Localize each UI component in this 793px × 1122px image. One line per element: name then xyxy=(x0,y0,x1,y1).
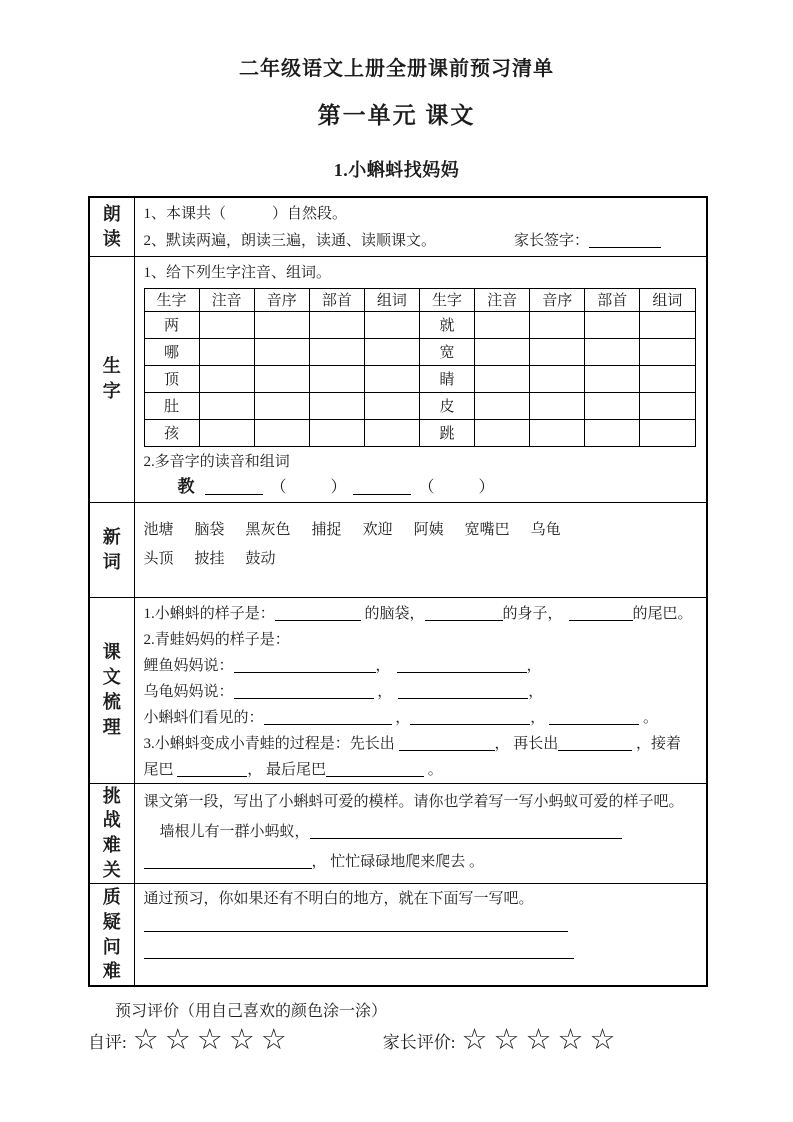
spacer xyxy=(144,834,160,836)
kewen-line-7: 尾巴 ， 最后尾巴 。 xyxy=(143,761,443,778)
zi-empty-cell xyxy=(585,338,640,365)
evaluation-footer xyxy=(88,1001,708,1055)
zi-empty-cell xyxy=(254,365,309,392)
zi-header-cell: 组词 xyxy=(364,288,419,311)
row-zhiyi xyxy=(89,883,707,986)
zi-row xyxy=(144,392,695,419)
shengzi-content xyxy=(134,256,707,502)
zi-empty-cell xyxy=(254,392,309,419)
shengzi-table xyxy=(144,288,696,447)
star-icon: ☆ xyxy=(132,1024,159,1057)
zi-empty-cell xyxy=(254,311,309,338)
row-shengzi xyxy=(89,256,707,502)
stars-line xyxy=(88,1025,708,1055)
zi-char-cell: 皮 xyxy=(419,392,474,419)
zi-row xyxy=(144,311,695,338)
blank-underline xyxy=(399,737,495,751)
zi-row xyxy=(144,419,695,446)
blank-underline xyxy=(205,481,263,495)
zi-char-cell: 哪 xyxy=(144,338,199,365)
langdu-line-1: 1、本课共（ ）自然段。 xyxy=(143,206,348,222)
zhiyi-blank-line-1 xyxy=(144,912,703,939)
tiaozhan-content xyxy=(134,783,707,883)
kewen-line-3: 鲤鱼妈妈说： ， ， xyxy=(143,657,542,674)
unit-title: 第一单元 课文 xyxy=(317,103,476,128)
zi-row xyxy=(144,365,695,392)
blank-underline xyxy=(144,855,312,869)
spacer xyxy=(411,490,419,492)
star-icon: ☆ xyxy=(164,1024,191,1057)
zi-header-cell: 生字 xyxy=(419,288,474,311)
zi-empty-cell xyxy=(364,338,419,365)
zi-empty-cell xyxy=(309,419,364,446)
zi-empty-cell xyxy=(364,392,419,419)
zi-empty-cell xyxy=(254,419,309,446)
preview-checklist-table xyxy=(88,196,708,987)
zi-header-cell: 音序 xyxy=(254,288,309,311)
self-rating-label: 自评: xyxy=(88,1032,127,1052)
zi-empty-cell xyxy=(199,392,254,419)
zi-char-cell: 两 xyxy=(144,311,199,338)
kewen-line-6: 3.小蝌蚪变成小青蛙的过程是：先长出 ， 再长出 ，接着 xyxy=(143,735,682,752)
zi-char-cell: 孩 xyxy=(144,419,199,446)
xinci-words-line-2 xyxy=(144,545,703,574)
shengzi-intro: 1、给下列生字注音、组词。 xyxy=(143,264,332,281)
zi-char-cell: 宽 xyxy=(419,338,474,365)
row-label-text: 课文梳理 xyxy=(102,642,121,737)
row-kewen xyxy=(89,597,707,783)
zi-empty-cell xyxy=(585,392,640,419)
blank-underline xyxy=(410,711,530,725)
star-icon: ☆ xyxy=(461,1024,488,1057)
row-label-shengzi xyxy=(89,256,134,502)
zi-empty-cell xyxy=(640,311,695,338)
zi-empty-cell xyxy=(309,392,364,419)
zi-header-cell: 注音 xyxy=(199,288,254,311)
zi-empty-cell xyxy=(530,365,585,392)
new-word: 池塘 xyxy=(143,521,174,538)
blank-underline xyxy=(589,234,661,248)
row-langdu xyxy=(89,197,707,256)
zi-header-cell: 部首 xyxy=(585,288,640,311)
kewen-line-2: 2.青蛙妈妈的样子是： xyxy=(143,631,290,648)
lesson-title: 1.小蝌蚪找妈妈 xyxy=(333,160,460,180)
new-word: 黑灰色 xyxy=(245,521,291,538)
blank-underline xyxy=(558,737,632,751)
zi-empty-cell xyxy=(530,419,585,446)
zi-empty-cell xyxy=(640,419,695,446)
zi-empty-cell xyxy=(199,365,254,392)
blank-underline xyxy=(353,481,411,495)
new-word: 鼓动 xyxy=(245,550,276,567)
zi-header-cell: 生字 xyxy=(144,288,199,311)
zi-empty-cell xyxy=(585,311,640,338)
kewen-line-1: 1.小蝌蚪的样子是： 的脑袋， 的身子， 的尾巴。 xyxy=(143,605,693,622)
star-icon: ☆ xyxy=(557,1024,584,1057)
zi-empty-cell xyxy=(585,419,640,446)
star-icon: ☆ xyxy=(228,1024,255,1057)
tiaozhan-line-2: 墙根儿有一群小蚂蚁， xyxy=(144,817,703,847)
spacer xyxy=(436,243,514,245)
bold-text: 教 xyxy=(177,476,195,496)
duoyin-title: 2.多音字的读音和组词 xyxy=(143,453,290,470)
tiaozhan-line-3: ， 忙忙碌碌地爬来爬去 。 xyxy=(144,847,703,877)
row-label-text: 朗读 xyxy=(102,203,121,249)
langdu-line-2: 2、默读两遍，朗读三遍，读通、读顺课文。 家长签字： xyxy=(144,228,703,255)
new-word: 披挂 xyxy=(194,550,225,567)
langdu-content xyxy=(134,197,707,256)
zi-empty-cell xyxy=(475,419,530,446)
xinci-content xyxy=(134,502,707,597)
zi-empty-cell xyxy=(309,338,364,365)
new-word: 乌龟 xyxy=(530,521,561,538)
zi-empty-cell xyxy=(475,392,530,419)
zi-empty-cell xyxy=(640,365,695,392)
star-icon: ☆ xyxy=(589,1024,616,1057)
star-icon: ☆ xyxy=(260,1024,287,1057)
zi-empty-cell xyxy=(585,365,640,392)
zi-empty-cell xyxy=(640,392,695,419)
zhiyi-blank-line-2 xyxy=(144,939,703,966)
zi-header-cell: 注音 xyxy=(475,288,530,311)
blank-underline xyxy=(234,659,376,673)
row-label-kewen xyxy=(89,597,134,783)
zi-header-cell: 部首 xyxy=(309,288,364,311)
zi-char-cell: 就 xyxy=(419,311,474,338)
blank-underline xyxy=(569,607,633,621)
row-label-text: 新词 xyxy=(102,526,121,572)
doc-title: 二年级语文上册全册课前预习清单 xyxy=(239,58,554,80)
blank-underline xyxy=(144,918,568,932)
blank-underline xyxy=(326,763,424,777)
blank-underline xyxy=(310,825,622,839)
row-xinci xyxy=(89,502,707,597)
new-word: 宽嘴巴 xyxy=(464,521,510,538)
parent-rating-label: 家长评价: xyxy=(382,1032,456,1052)
row-label-text: 生字 xyxy=(102,356,121,401)
blank-underline xyxy=(549,711,639,725)
blank-underline xyxy=(144,945,574,959)
self-rating-stars xyxy=(127,1025,287,1055)
new-word: 欢迎 xyxy=(362,521,393,538)
blank-underline xyxy=(397,659,527,673)
blank-underline xyxy=(425,607,503,621)
zi-empty-cell xyxy=(364,419,419,446)
zi-empty-cell xyxy=(530,338,585,365)
zi-empty-cell xyxy=(364,311,419,338)
parent-rating-stars xyxy=(455,1025,615,1055)
new-word: 头顶 xyxy=(143,550,174,567)
zi-empty-cell xyxy=(309,365,364,392)
spacer xyxy=(263,490,271,492)
new-word: 阿姨 xyxy=(413,521,444,538)
blank-underline xyxy=(398,685,528,699)
row-label-tiaozhan xyxy=(89,783,134,883)
zi-empty-cell xyxy=(309,311,364,338)
zi-empty-cell xyxy=(475,311,530,338)
zi-empty-cell xyxy=(199,338,254,365)
zhiyi-line-1: 通过预习，你如果还有不明白的地方，就在下面写一写吧。 xyxy=(143,890,534,907)
zi-empty-cell xyxy=(640,338,695,365)
zi-empty-cell xyxy=(199,419,254,446)
xinci-words-line-1 xyxy=(144,516,703,545)
zi-empty-cell xyxy=(199,311,254,338)
zi-header-cell: 组词 xyxy=(640,288,695,311)
zi-char-cell: 肚 xyxy=(144,392,199,419)
zi-char-cell: 睛 xyxy=(419,365,474,392)
zi-row xyxy=(144,338,695,365)
kewen-line-5: 小蝌蚪们看见的： ， ， 。 xyxy=(143,709,659,726)
row-label-langdu xyxy=(89,197,134,256)
zi-empty-cell xyxy=(254,338,309,365)
star-icon: ☆ xyxy=(196,1024,223,1057)
spacer xyxy=(226,216,272,218)
zi-empty-cell xyxy=(530,392,585,419)
spacer xyxy=(195,490,205,492)
new-word: 捕捉 xyxy=(311,521,342,538)
zhiyi-content xyxy=(134,883,707,986)
row-tiaozhan xyxy=(89,783,707,883)
zi-empty-cell xyxy=(364,365,419,392)
spacer xyxy=(435,490,479,492)
zi-empty-cell xyxy=(530,311,585,338)
blank-underline xyxy=(234,685,374,699)
row-label-zhiyi xyxy=(89,883,134,986)
blank-underline xyxy=(177,763,247,777)
spacer xyxy=(287,490,331,492)
evaluation-title: 预习评价（用自己喜欢的颜色涂一涂） xyxy=(115,1003,388,1021)
row-label-text: 挑战难关 xyxy=(102,785,121,880)
star-icon: ☆ xyxy=(493,1024,520,1057)
star-icon: ☆ xyxy=(525,1024,552,1057)
blank-underline xyxy=(264,711,392,725)
zi-header-cell: 音序 xyxy=(530,288,585,311)
blank-underline xyxy=(275,607,361,621)
zi-header-row xyxy=(144,288,695,311)
spacer xyxy=(144,490,178,492)
zi-char-cell: 顶 xyxy=(144,365,199,392)
kewen-content xyxy=(134,597,707,783)
zi-empty-cell xyxy=(475,365,530,392)
kewen-line-4: 乌龟妈妈说： ， ， xyxy=(143,683,544,700)
row-label-text: 质疑问难 xyxy=(102,886,121,982)
row-label-xinci xyxy=(89,502,134,597)
zi-empty-cell xyxy=(475,338,530,365)
duoyin-line: 教 （ ） （ ） xyxy=(144,473,703,502)
tiaozhan-line-1: 课文第一段，写出了小蝌蚪可爱的模样。请你也学着写一写小蚂蚁可爱的样子吧。 xyxy=(143,793,684,810)
new-word: 脑袋 xyxy=(194,521,225,538)
zi-char-cell: 跳 xyxy=(419,419,474,446)
